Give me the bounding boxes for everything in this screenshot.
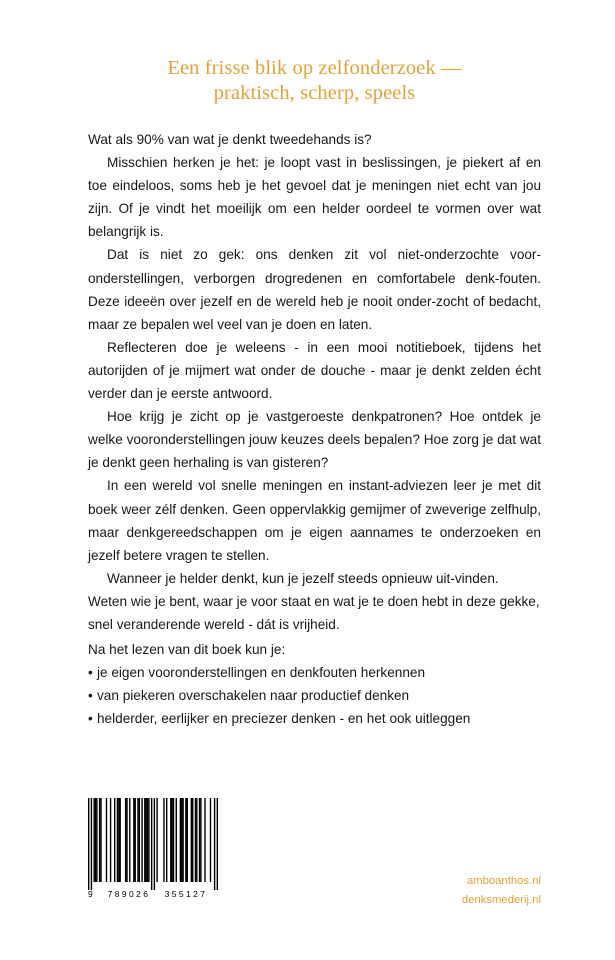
benefits-item-label: van piekeren overschakelen naar productief denken	[97, 688, 410, 704]
bullet-icon: •	[88, 688, 93, 704]
blurb-paragraph-7: Wanneer je helder denkt, kun je jezelf steeds opnieuw uit-vinden. Weten wie je bent, waar je voor staat en wat je te doen hebt in deze gekke, snel veranderende wereld - dát is vrijheid.	[88, 570, 540, 632]
headline-line-2: praktisch, scherp, speels	[213, 82, 416, 104]
benefits-item-label: helderder, eerlijker en preciezer denken - en het ook uitleggen	[97, 711, 471, 727]
blurb-paragraph-1: Wat als 90% van wat je denkt tweedehands is?	[88, 132, 372, 147]
isbn-right-group: 355127	[164, 889, 208, 899]
blurb-paragraph-6: In een wereld vol snelle meningen en instant-adviezen leer je met dit boek weer zélf denken. Geen oppervlakkig gemijmer of zweverige zelfhulp, maar denkgereedschappen om je eigen aannames te onderzoeken en jezelf betere vragen te stellen.	[88, 478, 541, 563]
bullet-icon: •	[88, 665, 93, 681]
isbn-barcode	[88, 798, 228, 899]
benefits-block	[88, 638, 548, 730]
isbn-left-group: 789026	[107, 889, 151, 899]
cover-headline	[88, 56, 541, 106]
blurb-paragraph-4: Reflecteren doe je weleens - in een mooi notitieboek, tijdens het autorijden of je mijmert wat onder de douche - maar je denkt zelden écht verder dan je eerste antwoord.	[88, 339, 541, 402]
publisher-link-amboanthos[interactable]: amboanthos.nl	[466, 875, 541, 887]
blurb-paragraph-5: Hoe krijg je zicht op je vastgeroeste denkpatronen? Hoe ontdek je welke vooronderstellingen jouw keuzes deels bepalen? Hoe zorg je dat wat je denkt geen herhaling is van gisteren?	[88, 409, 541, 471]
publisher-link-denksmederij[interactable]: denksmederij.nl	[461, 893, 541, 906]
barcode-digits	[88, 889, 222, 899]
blurb-paragraph-3: Dat is niet zo gek: ons denken zit vol niet-onderzochte voor-onderstellingen, verborgen drogredenen en comfortabele denk-fouten. Deze ideeën over jezelf en de wereld heb je nooit onder-zocht of bedacht, maar ze bepalen wel veel van je doen en laten.	[88, 247, 541, 332]
benefits-list	[88, 661, 548, 730]
blurb-paragraph-2: Misschien herken je het: je loopt vast in beslissingen, je piekert af en toe eindeloos, soms heb je het gevoel dat je meningen niet echt van jou zijn. Of je vindt het moeilijk om een helder oordeel te vormen over wat belangrijk is.	[88, 155, 541, 240]
publisher-links	[462, 872, 541, 909]
blurb-text	[88, 128, 541, 636]
bullet-icon: •	[88, 711, 93, 727]
list-item	[88, 684, 548, 707]
isbn-lead-digit: 9	[88, 889, 94, 899]
headline-line-1: Een frisse blik op zelfonderzoek —	[167, 57, 462, 79]
list-item	[88, 707, 548, 730]
benefits-item-label: je eigen vooronderstellingen en denkfouten herkennen	[97, 665, 426, 681]
benefits-lead-in: Na het lezen van dit boek kun je:	[88, 642, 286, 657]
barcode-bars	[88, 798, 218, 890]
list-item	[88, 661, 548, 684]
